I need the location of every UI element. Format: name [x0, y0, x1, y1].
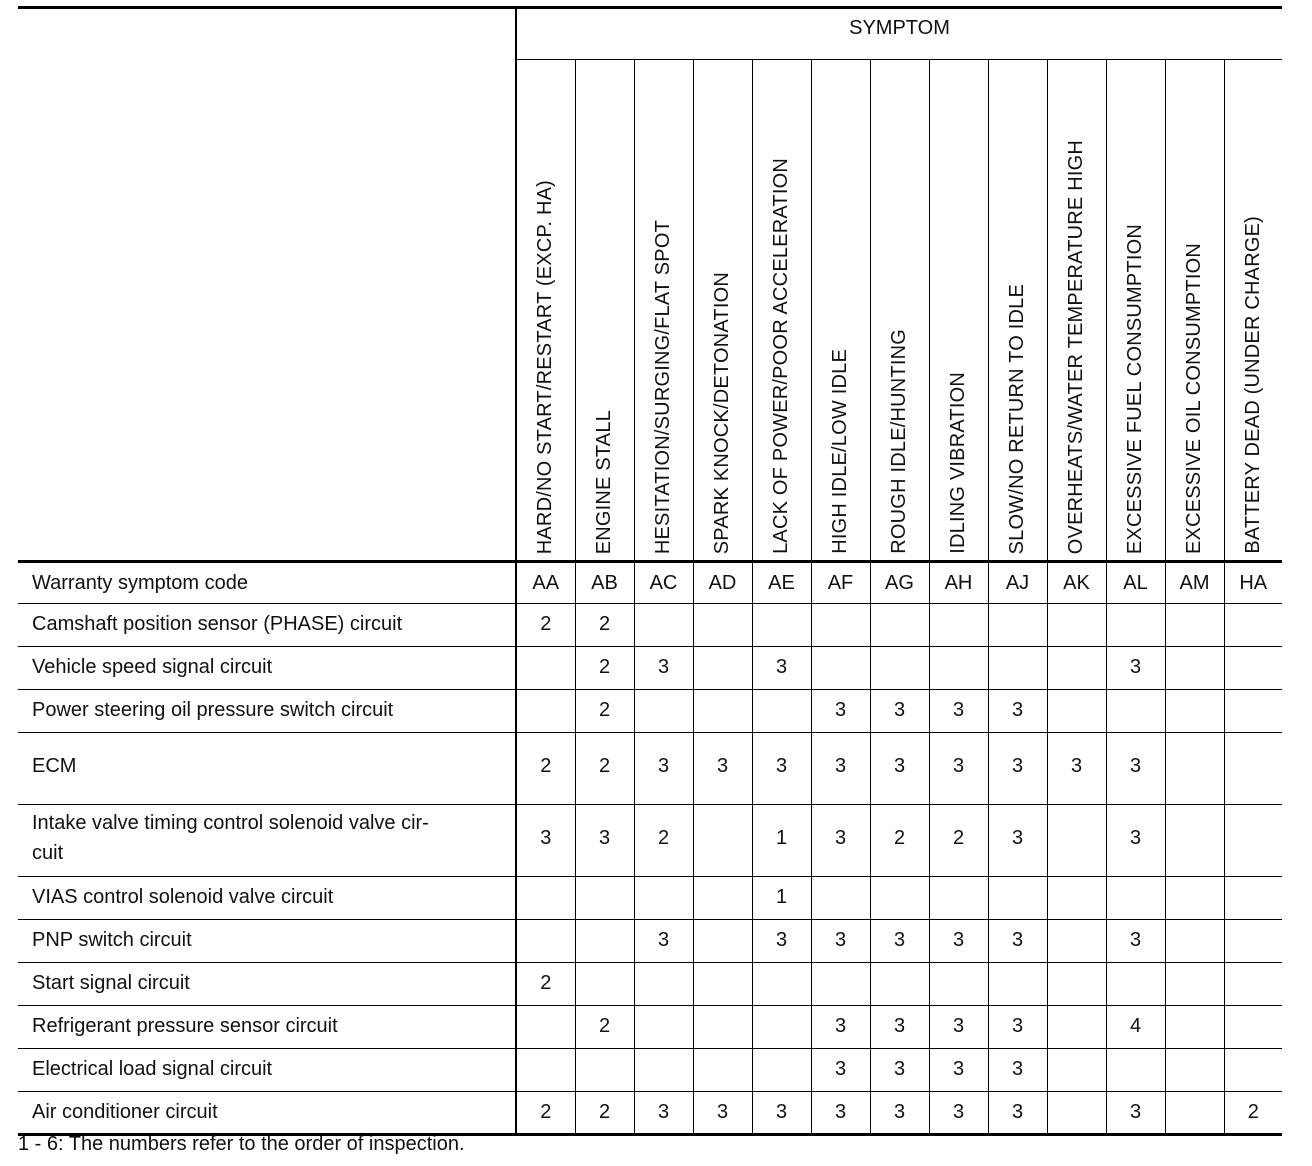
table-cell: 3: [929, 1006, 988, 1049]
table-cell: [1047, 805, 1106, 877]
table-cell: [1047, 604, 1106, 647]
table-cell: [1224, 1049, 1282, 1092]
table-cell: AJ: [988, 562, 1047, 604]
table-cell: [752, 1049, 811, 1092]
table-cell: [575, 963, 634, 1006]
table-cell: [693, 963, 752, 1006]
table-cell: [693, 920, 752, 963]
table-cell: 3: [929, 1092, 988, 1135]
row-label: ECM: [18, 733, 516, 805]
table-cell: [1106, 604, 1165, 647]
table-cell: 3: [929, 733, 988, 805]
table-cell: [870, 963, 929, 1006]
table-cell: 2: [516, 604, 575, 647]
column-header: [752, 60, 811, 562]
table-cell: [1047, 647, 1106, 690]
corner-cell: [18, 8, 516, 562]
table-row: [18, 1092, 1282, 1135]
row-label: Camshaft position sensor (PHASE) circuit: [18, 604, 516, 647]
table-cell: 3: [752, 920, 811, 963]
table-row: [18, 877, 1282, 920]
row-label: Electrical load signal circuit: [18, 1049, 516, 1092]
table-cell: [1224, 604, 1282, 647]
table-cell: 3: [634, 1092, 693, 1135]
table-row: [18, 920, 1282, 963]
table-cell: 3: [988, 733, 1047, 805]
table-cell: 3: [988, 1049, 1047, 1092]
row-label: Vehicle speed signal circuit: [18, 647, 516, 690]
table-cell: 3: [811, 1006, 870, 1049]
table-cell: 3: [870, 1006, 929, 1049]
table-cell: [1224, 1006, 1282, 1049]
column-header: [1165, 60, 1224, 562]
column-header: [929, 60, 988, 562]
table-cell: 3: [811, 733, 870, 805]
table-cell: 3: [634, 733, 693, 805]
table-cell: 2: [516, 733, 575, 805]
table-cell: [811, 647, 870, 690]
table-cell: AK: [1047, 562, 1106, 604]
table-cell: AH: [929, 562, 988, 604]
table-cell: 2: [516, 963, 575, 1006]
table-row: [18, 690, 1282, 733]
table-cell: [988, 647, 1047, 690]
table-cell: [811, 963, 870, 1006]
table-cell: [929, 647, 988, 690]
table-cell: 3: [811, 1049, 870, 1092]
column-header-label: SLOW/NO RETURN TO IDLE: [1006, 283, 1028, 554]
table-cell: 3: [870, 690, 929, 733]
table-cell: 3: [811, 1092, 870, 1135]
table-cell: 3: [988, 690, 1047, 733]
table-cell: [693, 1049, 752, 1092]
table-cell: 3: [811, 690, 870, 733]
column-header: [870, 60, 929, 562]
table-cell: [1047, 1092, 1106, 1135]
table-row: [18, 733, 1282, 805]
symptom-group-header: SYMPTOM: [516, 8, 1282, 60]
table-cell: [929, 963, 988, 1006]
table-cell: AL: [1106, 562, 1165, 604]
column-header: [575, 60, 634, 562]
table-cell: 3: [1106, 920, 1165, 963]
table-cell: [693, 647, 752, 690]
table-cell: [516, 690, 575, 733]
table-cell: 3: [870, 920, 929, 963]
row-label: VIAS control solenoid valve circuit: [18, 877, 516, 920]
row-label: Start signal circuit: [18, 963, 516, 1006]
table-cell: [693, 604, 752, 647]
table-cell: [811, 604, 870, 647]
table-cell: [1047, 1006, 1106, 1049]
table-cell: 3: [516, 805, 575, 877]
table-cell: 3: [929, 690, 988, 733]
table-cell: [634, 1049, 693, 1092]
table-cell: 3: [988, 1006, 1047, 1049]
table-cell: [634, 1006, 693, 1049]
table-cell: [1224, 647, 1282, 690]
table-cell: 3: [929, 920, 988, 963]
table-cell: 3: [1047, 733, 1106, 805]
table-cell: 3: [634, 647, 693, 690]
table-cell: AE: [752, 562, 811, 604]
table-cell: [1106, 963, 1165, 1006]
table-cell: AA: [516, 562, 575, 604]
table-row: [18, 604, 1282, 647]
column-header: [693, 60, 752, 562]
column-header: [988, 60, 1047, 562]
table-cell: [988, 877, 1047, 920]
table-cell: [516, 877, 575, 920]
table-cell: AB: [575, 562, 634, 604]
table-cell: 3: [752, 1092, 811, 1135]
table-cell: [693, 1006, 752, 1049]
table-cell: AG: [870, 562, 929, 604]
table-cell: [1165, 1006, 1224, 1049]
table-row: [18, 963, 1282, 1006]
table-cell: [693, 877, 752, 920]
table-cell: 3: [988, 1092, 1047, 1135]
table-cell: [1165, 805, 1224, 877]
symptom-table: [18, 6, 1282, 1136]
table-cell: [1224, 805, 1282, 877]
table-cell: [988, 963, 1047, 1006]
table-cell: [1047, 920, 1106, 963]
row-label: PNP switch circuit: [18, 920, 516, 963]
table-cell: 3: [988, 805, 1047, 877]
table-cell: AF: [811, 562, 870, 604]
table-cell: [1224, 733, 1282, 805]
table-cell: 2: [575, 690, 634, 733]
table-cell: 2: [634, 805, 693, 877]
column-header-label: HESITATION/SURGING/FLAT SPOT: [652, 219, 674, 554]
column-header-label: ROUGH IDLE/HUNTING: [888, 329, 910, 554]
table-row: [18, 805, 1282, 877]
row-label: Power steering oil pressure switch circuit: [18, 690, 516, 733]
table-cell: [1165, 647, 1224, 690]
table-cell: [988, 604, 1047, 647]
table-cell: [516, 1006, 575, 1049]
table-cell: [1165, 877, 1224, 920]
table-cell: HA: [1224, 562, 1282, 604]
table-cell: 2: [575, 647, 634, 690]
table-cell: [1224, 920, 1282, 963]
table-cell: 1: [752, 877, 811, 920]
table-cell: [1165, 690, 1224, 733]
table-cell: [1165, 1092, 1224, 1135]
table-cell: 3: [870, 1049, 929, 1092]
table-cell: 2: [1224, 1092, 1282, 1135]
table-cell: [693, 690, 752, 733]
table-cell: [811, 877, 870, 920]
table-cell: [1224, 690, 1282, 733]
table-cell: AD: [693, 562, 752, 604]
table-row: [18, 1006, 1282, 1049]
table-cell: [929, 877, 988, 920]
table-cell: 3: [752, 733, 811, 805]
column-header: [811, 60, 870, 562]
footnote: 1 - 6: The numbers refer to the order of inspection.: [18, 1133, 465, 1155]
row-label: Refrigerant pressure sensor circuit: [18, 1006, 516, 1049]
table-cell: 3: [693, 733, 752, 805]
table-cell: 2: [516, 1092, 575, 1135]
table-cell: 3: [811, 920, 870, 963]
table-cell: [575, 920, 634, 963]
table-cell: [1106, 877, 1165, 920]
symptom-group-row: [18, 8, 1282, 60]
table-cell: [516, 1049, 575, 1092]
column-header-label: EXCESSIVE OIL CONSUMPTION: [1183, 243, 1205, 554]
table-cell: 4: [1106, 1006, 1165, 1049]
table-cell: 2: [575, 1006, 634, 1049]
table-cell: [1106, 1049, 1165, 1092]
table-cell: [1106, 690, 1165, 733]
table-cell: [1224, 877, 1282, 920]
table-cell: [634, 963, 693, 1006]
column-header: [1047, 60, 1106, 562]
table-cell: [870, 647, 929, 690]
table-cell: 2: [870, 805, 929, 877]
column-header: [1106, 60, 1165, 562]
table-cell: 1: [752, 805, 811, 877]
column-header-label: BATTERY DEAD (UNDER CHARGE): [1241, 216, 1264, 554]
table-cell: [1047, 690, 1106, 733]
table-cell: 3: [634, 920, 693, 963]
table-cell: 2: [575, 1092, 634, 1135]
table-cell: [1047, 877, 1106, 920]
table-cell: [1047, 963, 1106, 1006]
table-cell: 3: [752, 647, 811, 690]
table-cell: [870, 877, 929, 920]
column-header-label: LACK OF POWER/POOR ACCELERATION: [770, 158, 792, 554]
table-cell: [693, 805, 752, 877]
table-row: [18, 647, 1282, 690]
table-cell: [870, 604, 929, 647]
column-header-label: IDLING VIBRATION: [947, 372, 969, 554]
table-cell: 3: [870, 733, 929, 805]
table-cell: 3: [811, 805, 870, 877]
table-cell: [634, 690, 693, 733]
table-cell: [575, 877, 634, 920]
table-cell: [1165, 604, 1224, 647]
column-header-label: HARD/NO START/RESTART (EXCP. HA): [534, 179, 557, 554]
table-cell: 3: [575, 805, 634, 877]
table-cell: [1224, 963, 1282, 1006]
table-cell: 3: [1106, 1092, 1165, 1135]
table-cell: [752, 690, 811, 733]
table-cell: 2: [929, 805, 988, 877]
column-header: [1224, 60, 1282, 562]
table-body: [18, 562, 1282, 1135]
table-cell: 3: [988, 920, 1047, 963]
table-cell: [516, 920, 575, 963]
table-cell: 2: [575, 733, 634, 805]
column-header-label: SPARK KNOCK/DETONATION: [711, 271, 733, 554]
table-cell: 3: [1106, 647, 1165, 690]
row-label: Intake valve timing control solenoid valve cir- cuit: [18, 805, 516, 877]
column-header-label: EXCESSIVE FUEL CONSUMPTION: [1124, 223, 1146, 554]
table-cell: 3: [929, 1049, 988, 1092]
table-cell: [1047, 1049, 1106, 1092]
table-cell: 3: [1106, 733, 1165, 805]
table-cell: 3: [870, 1092, 929, 1135]
column-header: [516, 60, 575, 562]
table-row: [18, 1049, 1282, 1092]
column-header-label: OVERHEATS/WATER TEMPERATURE HIGH: [1065, 139, 1087, 554]
table-cell: [752, 604, 811, 647]
table-cell: 2: [575, 604, 634, 647]
table-cell: [1165, 733, 1224, 805]
row-label: Air conditioner circuit: [18, 1092, 516, 1135]
warranty-code-row: [18, 562, 1282, 604]
table-cell: 3: [1106, 805, 1165, 877]
table-cell: 3: [693, 1092, 752, 1135]
table-cell: [516, 647, 575, 690]
column-header-label: HIGH IDLE/LOW IDLE: [829, 349, 851, 554]
table-cell: [1165, 1049, 1224, 1092]
table-cell: [752, 1006, 811, 1049]
column-header-label: ENGINE STALL: [593, 409, 615, 554]
table-cell: [1165, 920, 1224, 963]
table-cell: [1165, 963, 1224, 1006]
table-cell: [634, 604, 693, 647]
table-cell: [752, 963, 811, 1006]
table-cell: [634, 877, 693, 920]
table-cell: AC: [634, 562, 693, 604]
column-header: [634, 60, 693, 562]
table-cell: [575, 1049, 634, 1092]
table-cell: AM: [1165, 562, 1224, 604]
table-cell: [929, 604, 988, 647]
row-label: Warranty symptom code: [18, 562, 516, 604]
